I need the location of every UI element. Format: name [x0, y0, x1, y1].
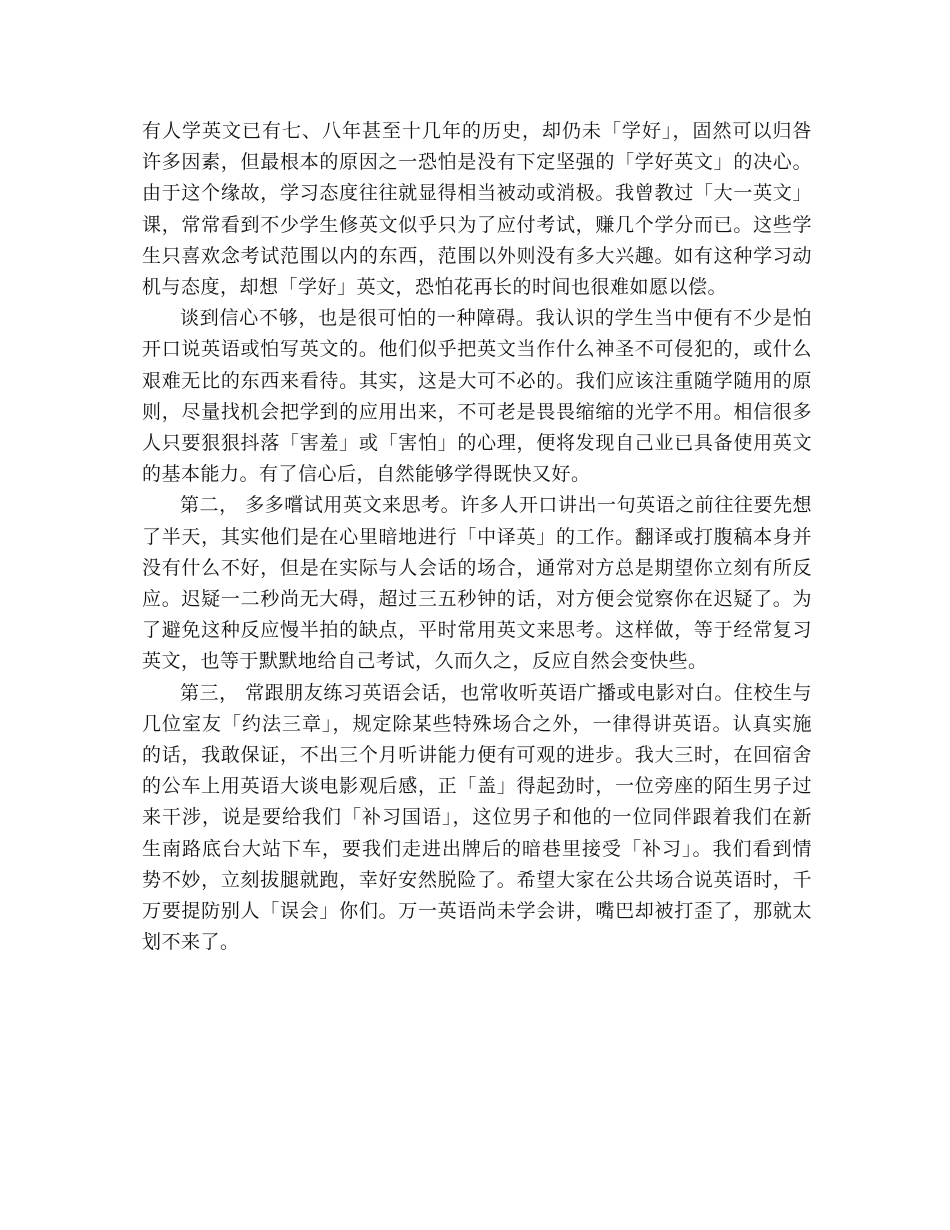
paragraph-2: 谈到信心不够，也是很可怕的一种障碍。我认识的学生当中便有不少是怕开口说英语或怕写英文的。他们似乎把英文当作什么神圣不可侵犯的，或什么艰难无比的东西来看待。其实，这是大可不必的。我们应该注重随学随用的原则，尽量找机会把学到的应用出来，不可老是畏畏缩缩的光学不用。相信很多人只要狠狠抖落「害羞」或「害怕」的心理，便将发现自己业已具备使用英文的基本能力。有了信心后，自然能够学得既快又好。 [142, 307, 812, 486]
paragraph-4: 第三， 常跟朋友练习英语会话，也常收听英语广播或电影对白。住校生与几位室友「约法三章」，规定除某些特殊场合之外，一律得讲英语。认真实施的话，我敢保证，不出三个月听讲能力便有可观的进步。我大三时，在回宿舍的公车上用英语大谈电影观后感，正「盖」得起劲时，一位旁座的陌生男子过来干涉，说是要给我们「补习国语」，这位男子和他的一位同伴跟着我们在新生南路底台大站下车，要我们走进出牌后的暗巷里接受「补习」。我们看到情势不妙，立刻拔腿就跑，幸好安然脱险了。希望大家在公共场合说英语时，千万要提防别人「误会」你们。万一英语尚未学会讲，嘴巴却被打歪了，那就太划不来了。 [142, 681, 812, 954]
paragraph-3: 第二， 多多嚐试用英文来思考。许多人开口讲出一句英语之前往往要先想了半天，其实他们是在心里暗地进行「中译英」的工作。翻译或打腹稿本身并没有什么不好，但是在实际与人会话的场合，通常对方总是期望你立刻有所反应。迟疑一二秒尚无大碍，超过三五秒钟的话，对方便会觉察你在迟疑了。为了避免这种反应慢半拍的缺点，平时常用英文来思考。这样做，等于经常复习英文，也等于默默地给自己考试，久而久之，反应自然会变快些。 [142, 494, 812, 673]
document-body [142, 116, 812, 958]
paragraph-1: 有人学英文已有七、八年甚至十几年的历史，却仍未「学好」，固然可以归咎许多因素，但最根本的原因之一恐怕是没有下定坚强的「学好英文」的决心。由于这个缘故，学习态度往往就显得相当被动或消极。我曾教过「大一英文」课，常常看到不少学生修英文似乎只为了应付考试，赚几个学分而已。这些学生只喜欢念考试范围以内的东西，范围以外则没有多大兴趣。如有这种学习动机与态度，却想「学好」英文，恐怕花再长的时间也很难如愿以偿。 [142, 120, 812, 299]
